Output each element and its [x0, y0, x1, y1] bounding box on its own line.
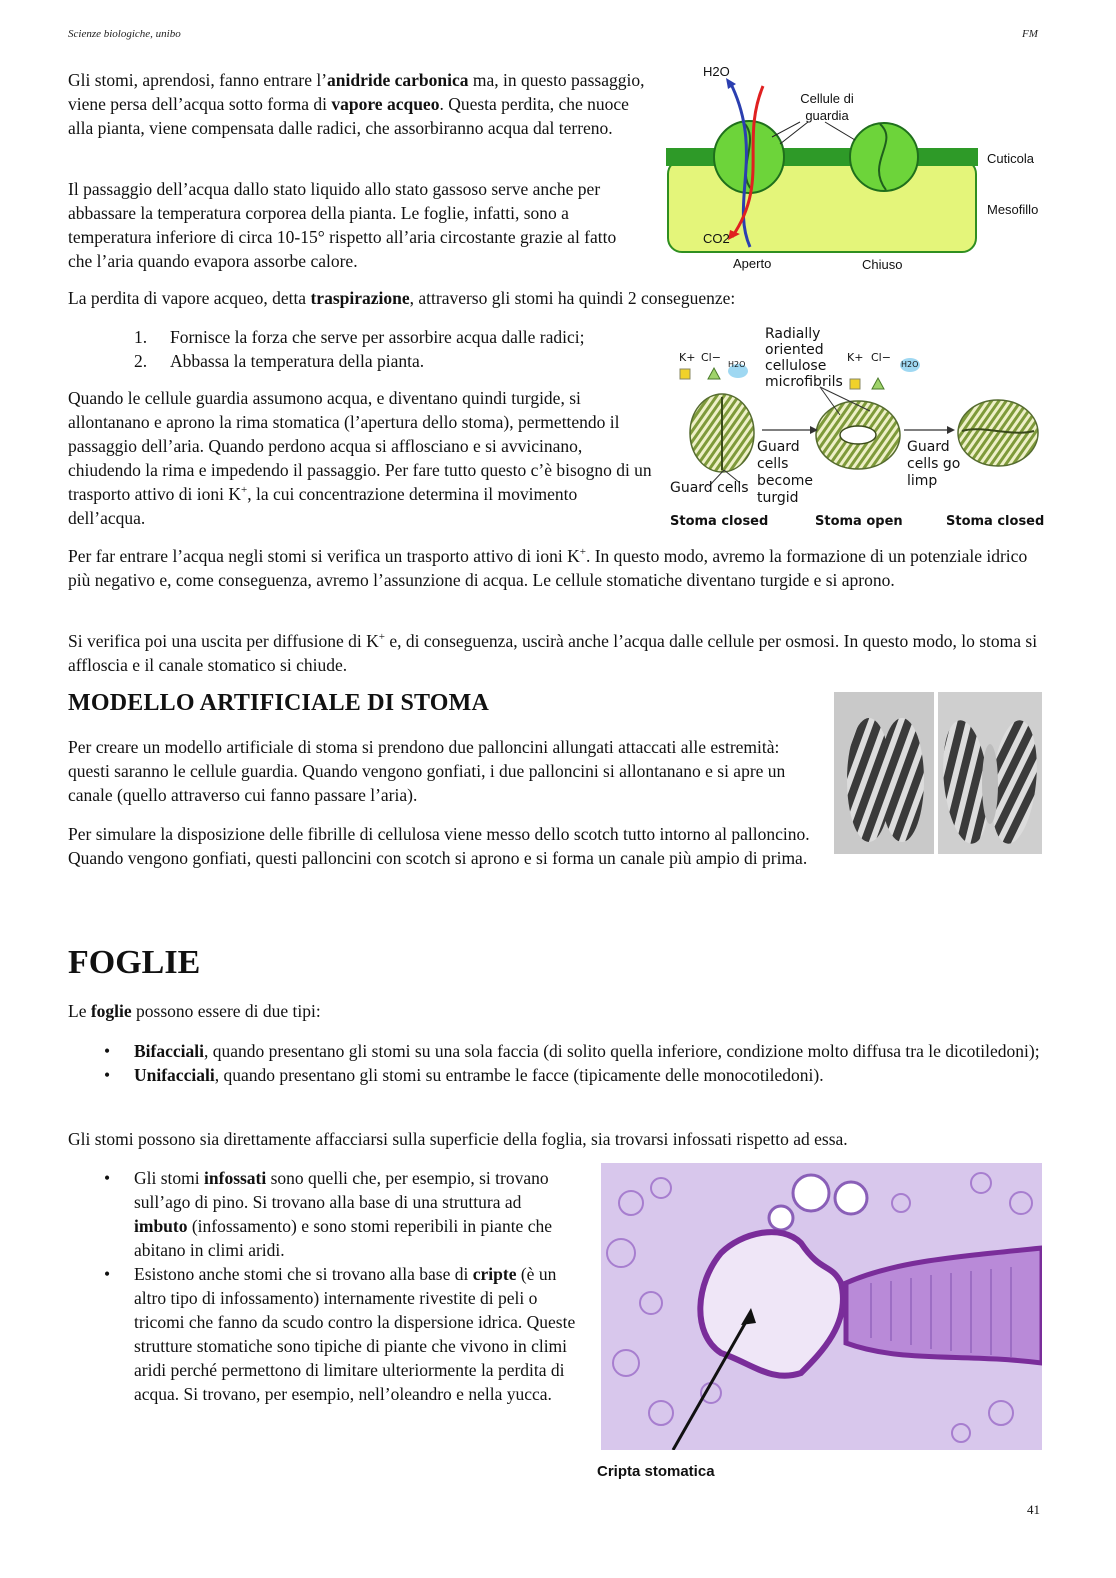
label-stoma-open: Stoma open	[815, 514, 903, 529]
para-k-transport: Per far entrare l’acqua negli stomi si verifica un trasporto attivo di ioni K+. In questo modo, avremo la formazione di un potenziale idrico più negativo e, come conseguenza, avremo l’assunzione di acqua. Le cellule stomatiche diventano turgide e si aprono.	[68, 546, 1028, 590]
list-item: 2. Abbassa la temperatura della pianta.	[134, 351, 425, 371]
label-k-1: K+	[679, 351, 696, 364]
list-item: • Unifacciali, quando presentano gli stomi su entrambe le facce (tipicamente delle monocotiledoni).	[98, 1063, 1043, 1087]
label-stoma-closed-1: Stoma closed	[670, 514, 769, 529]
balloon-model-photos	[834, 692, 1042, 854]
guard-cell-closed	[850, 123, 918, 191]
header-right: FM	[1022, 28, 1038, 40]
header-left: Scienze biologiche, unibo	[68, 28, 181, 40]
label-cl-2: Cl−	[871, 351, 891, 364]
label-guard-cells: Cellule di guardia	[800, 91, 854, 123]
para-leaf-types: Le foglie possono essere di due tipi:	[68, 1001, 321, 1021]
consequences-list	[134, 325, 674, 373]
stomatal-crypt-micrograph	[601, 1163, 1042, 1450]
label-mesophyll: Mesofillo	[987, 202, 1039, 217]
list-item: 1. Fornisce la forza che serve per assorbire acqua dalle radici;	[134, 327, 585, 347]
para-guard-cells: Quando le cellule guardia assumono acqua, e diventano quindi turgide, si allontanano e aprono la rima stomatica (l’apertura dello stoma), permettendo il passaggio dell’aria. Quando perdono acqua si afflosciano e si avvicinano, chiudendo la rima e impedendo il passaggio. Per fare tutto questo c’è bisogno di un trasporto attivo di ioni K+, la cui concentrazione determina il movimento dell’acqua.	[68, 388, 652, 528]
cuticle-band	[666, 148, 978, 166]
label-co2: CO2	[703, 231, 730, 246]
label-cuticle: Cuticola	[987, 151, 1034, 166]
heading-artificial-stoma: MODELLO ARTIFICIALE DI STOMA	[68, 690, 490, 716]
label-h2o: H2O	[703, 64, 730, 79]
leaf-types-list	[98, 1039, 1043, 1087]
para-transpiration: La perdita di vapore acqueo, detta traspirazione, attraverso gli stomi ha quindi 2 conseguenze:	[68, 288, 736, 308]
list-item: • Gli stomi infossati sono quelli che, per esempio, si trovano sull’ago di pino. Si trovano alla base di una struttura ad imbuto (infossamento) e sono stomi reperibili in piante che abitano in climi aridi.	[98, 1166, 578, 1262]
label-stoma-closed-2: Stoma closed	[946, 514, 1045, 529]
label-guard-cells-fig2: Guard cells	[670, 480, 749, 496]
page-number: 41	[1027, 1502, 1040, 1517]
label-open: Aperto	[733, 256, 772, 271]
list-item: • Bifacciali, quando presentano gli stomi su una sola faccia (di solito quella inferiore, condizione molto diffusa tra le dicotiledoni);	[98, 1039, 1043, 1063]
label-microfibrils: Radially oriented cellulose microfibrils	[765, 326, 843, 390]
para-co2-intro: Gli stomi, aprendosi, fanno entrare l’anidride carbonica ma, in questo passaggio, viene persa dell’acqua sotto forma di vapore acqueo. Questa perdita, che nuoce alla pianta, viene compensata dalle radici, che assorbiranno acqua dal terreno.	[68, 70, 645, 138]
label-cl-1: Cl−	[701, 351, 721, 364]
para-temperature: Il passaggio dell’acqua dallo stato liquido allo stato gassoso serve anche per abbassare la temperatura corporea della pianta. Le foglie, infatti, sono a temperatura inferiore di circa 10-15° rispetto all’aria circostante grazie al fatto che l’aria quando evapora assorbe calore.	[68, 179, 617, 271]
label-h2o-2: H2O	[901, 360, 919, 369]
caption-stomatal-crypt: Cripta stomatica	[597, 1463, 715, 1480]
para-balloons: Per creare un modello artificiale di stoma si prendono due palloncini allungati attaccati alle estremità: questi saranno le cellule guardia. Quando vengono gonfiati, i due palloncini si allontanano e si apre un canale (quello attraverso cui fanno passare l’aria).	[68, 737, 786, 805]
para-k-diffusion: Si verifica poi una uscita per diffusione di K+ e, di conseguenza, uscirà anche l’acqua dalle cellule per osmosi. In questo modo, lo stoma si affloscia e il canale stomatico si chiude.	[68, 631, 1038, 675]
label-become-turgid: Guard cells become turgid	[757, 439, 814, 506]
sunken-stomata-list	[98, 1166, 578, 1406]
para-scotch: Per simulare la disposizione delle fibrille di cellulosa viene messo dello scotch tutto intorno al palloncino. Quando vengono gonfiati, questi palloncini con scotch si aprono e si forma un canale più ampio di prima.	[68, 824, 810, 868]
label-k-2: K+	[847, 351, 864, 364]
para-stomata-position: Gli stomi possono sia direttamente affacciarsi sulla superficie della foglia, sia trovarsi infossati rispetto ad essa.	[68, 1129, 848, 1149]
label-h2o-1: H2O	[728, 360, 746, 369]
heading-leaves: FOGLIE	[68, 944, 201, 981]
label-closed: Chiuso	[862, 257, 903, 272]
label-go-limp: Guard cells go limp	[907, 439, 961, 489]
list-item: • Esistono anche stomi che si trovano alla base di cripte (è un altro tipo di infossamento) internamente rivestite di peli o tricomi che fanno da scudo contro la dispersione idrica. Queste strutture stomatiche sono tipiche di piante che vivono in climi aridi perché permettono di limitare ulteriormente la perdita di acqua. Si trovano, per esempio, nell’oleandro e nella yucca.	[98, 1262, 578, 1406]
